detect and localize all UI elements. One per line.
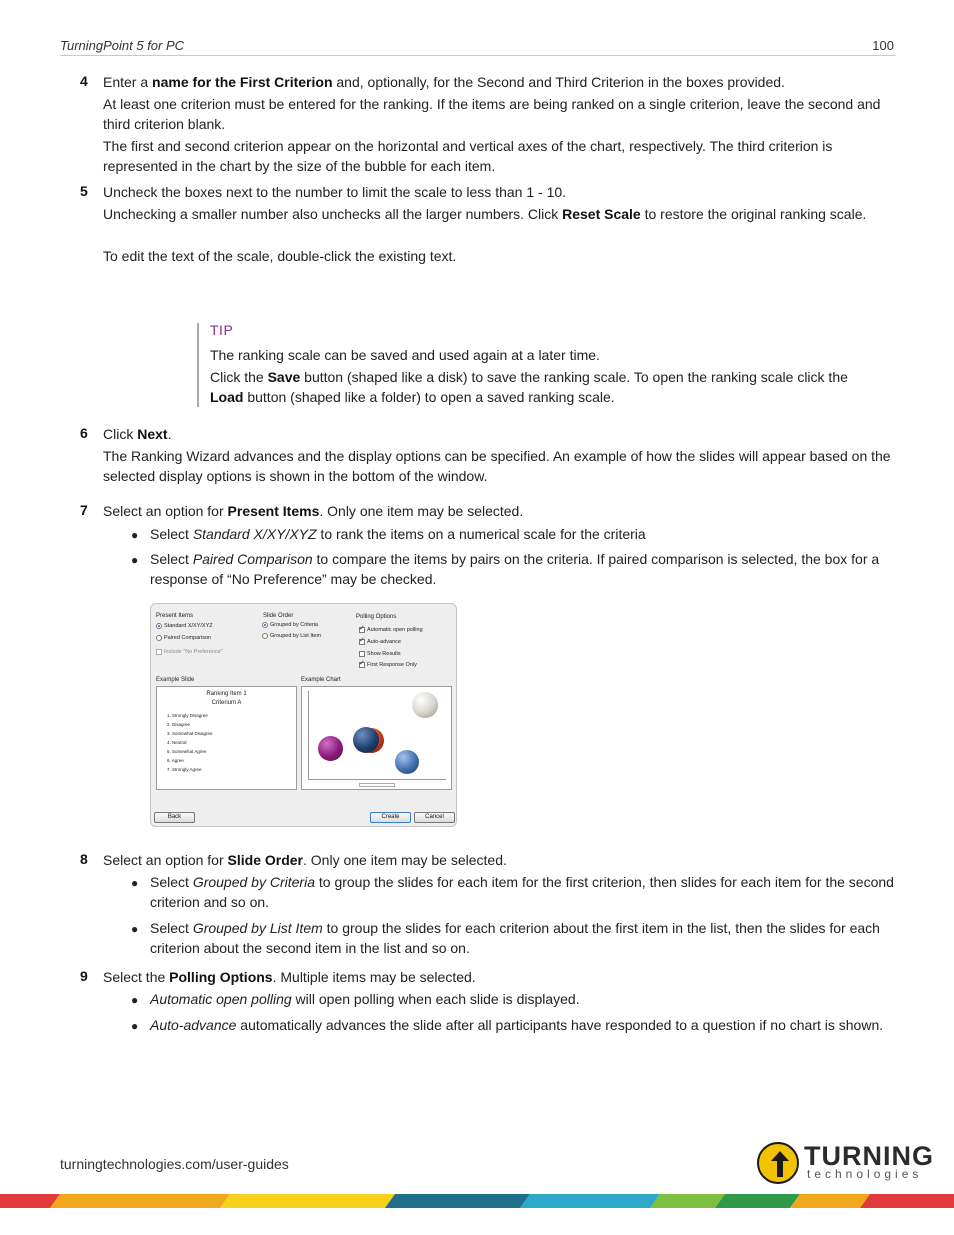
chart-legend (359, 783, 395, 787)
bubble-white (412, 692, 438, 718)
checkbox-label: Auto-advance (367, 639, 401, 645)
page-header (60, 37, 896, 56)
scale-item: 1. Strongly Disagree (167, 713, 208, 718)
back-button[interactable]: Back (154, 812, 195, 823)
radio-selected-icon (262, 622, 268, 628)
radio-icon (262, 633, 268, 639)
scale-item: 2. Disagree (167, 722, 191, 727)
example-chart-panel (301, 686, 452, 790)
step-number-4: 4 (80, 73, 88, 89)
checkbox-checked-icon (359, 639, 365, 645)
checkbox-first-response-only[interactable] (359, 662, 417, 668)
arrow-up-icon (771, 1151, 789, 1177)
step-8-bullet-1: Select Grouped by Criteria to group the slides for each item for the first criterion, then slides for each item for the second criterion and so on. (150, 874, 894, 910)
chart-x-axis (308, 779, 446, 780)
footer-link[interactable]: turningtechnologies.com/user-guides (60, 1156, 289, 1172)
radio-paired-comparison[interactable] (156, 635, 211, 641)
slide-heading: Ranking Item 1 (206, 691, 247, 697)
step-8-instruction: Select an option for Slide Order. Only one item may be selected. (103, 852, 507, 868)
bubble-dark-blue (353, 727, 379, 753)
tip-line-2: Click the Save button (shaped like a disk) to save the ranking scale. To open the ranking scale click the Load button (shaped like a folder) to open a saved ranking scale. (210, 369, 848, 405)
scale-item: 6. Agree (167, 758, 184, 763)
radio-label: Grouped by Criteria (270, 622, 318, 628)
step-9-bullet-1: Automatic open polling will open polling when each slide is displayed. (150, 991, 580, 1007)
checkbox-no-preference[interactable] (156, 649, 223, 655)
step-4-paragraph-2: At least one criterion must be entered for the ranking. If the items are being ranked on a single criterion, leave the second and third criterion blank. (103, 96, 881, 132)
checkbox-label: Show Results (367, 651, 401, 657)
step-5-paragraph-2: Unchecking a smaller number also unchecks all the larger numbers. Click Reset Scale to restore the original ranking scale. (103, 206, 867, 222)
present-items-heading: Present Items (156, 613, 194, 619)
step-number-9: 9 (80, 968, 88, 984)
checkbox-automatic-open-polling[interactable] (359, 627, 423, 633)
radio-grouped-by-list-item[interactable] (262, 633, 321, 639)
checkbox-show-results[interactable] (359, 651, 401, 657)
checkbox-icon (156, 649, 162, 655)
step-7-bullet-1: Select Standard X/XY/XYZ to rank the items on a numerical scale for the criteria (150, 526, 646, 542)
bubble-purple (318, 736, 343, 761)
document-title: TurningPoint 5 for PC (60, 38, 185, 53)
scale-item: 5. Somewhat Agree (167, 749, 207, 754)
step-8-bullet-2: Select Grouped by List Item to group the slides for each criterion about the first item in the list, then the slides for each criterion about the second item in the list and so on. (150, 920, 880, 956)
scale-item: 7. Strongly Agree (167, 767, 202, 772)
example-chart-heading: Example Chart (301, 677, 341, 683)
step-4-instruction: Enter a name for the First Criterion and, optionally, for the Second and Third Criterion in the boxes provided. (103, 74, 785, 90)
step-5-instruction: Uncheck the boxes next to the number to limit the scale to less than 1 - 10. (103, 184, 567, 200)
step-number-6: 6 (80, 425, 88, 441)
checkbox-auto-advance[interactable] (359, 639, 401, 645)
ranking-wizard-dialog (150, 603, 457, 827)
logo-tagline: technologies (807, 1167, 923, 1181)
radio-icon (156, 635, 162, 641)
radio-label: Grouped by List Item (270, 633, 322, 639)
step-number-5: 5 (80, 183, 88, 199)
slide-subheading: Criterium A (211, 700, 242, 706)
tip-line-1: The ranking scale can be saved and used again at a later time. (210, 347, 600, 363)
step-7-instruction: Select an option for Present Items. Only one item may be selected. (103, 503, 524, 519)
tip-accent-bar (197, 323, 199, 407)
radio-label: Paired Comparison (164, 635, 212, 641)
step-6-paragraph-2: The Ranking Wizard advances and the display options can be specified. An example of how the slides will appear based on the selected display options is shown in the bottom of the window. (103, 448, 891, 484)
radio-grouped-by-criteria[interactable] (262, 622, 318, 628)
checkbox-label: Include "No Preference" (164, 649, 223, 655)
slide-order-heading: Slide Order (263, 613, 294, 619)
create-button[interactable]: Create (370, 812, 411, 823)
chart-y-axis (308, 691, 309, 779)
step-6-instruction: Click Next. (103, 426, 172, 442)
bubble-blue (395, 750, 419, 774)
example-slide-panel (156, 686, 297, 790)
bullet-dot: ● (131, 553, 139, 567)
example-slide-heading: Example Slide (156, 677, 195, 683)
bullet-dot: ● (131, 528, 139, 542)
checkbox-checked-icon (359, 662, 365, 668)
bullet-dot: ● (131, 993, 139, 1007)
bullet-dot: ● (131, 876, 139, 890)
radio-label: Standard X/XY/XYZ (164, 623, 213, 629)
scale-item: 3. Somewhat Disagree (167, 731, 213, 736)
logo-circle (757, 1142, 799, 1184)
page-number: 100 (872, 38, 894, 53)
checkbox-label: Automatic open polling (367, 627, 423, 633)
checkbox-label: First Response Only (367, 662, 417, 668)
radio-standard-xyz[interactable] (156, 623, 213, 629)
step-5-paragraph-3: To edit the text of the scale, double-click the existing text. (103, 248, 457, 264)
tip-title: TIP (210, 322, 234, 338)
bullet-dot: ● (131, 922, 139, 936)
checkbox-icon (359, 651, 365, 657)
step-4-paragraph-3: The first and second criterion appear on the horizontal and vertical axes of the chart, respectively. The third criterion is represented in the chart by the size of the bubble for each item. (103, 138, 833, 174)
radio-selected-icon (156, 623, 162, 629)
checkbox-checked-icon (359, 627, 365, 633)
step-7-bullet-2: Select Paired Comparison to compare the items by pairs on the criteria. If paired comparison is selected, the box for a response of “No Preference” may be checked. (150, 551, 880, 587)
bullet-dot: ● (131, 1019, 139, 1033)
polling-options-heading: Polling Options (356, 614, 397, 620)
footer-color-stripe (0, 1194, 954, 1208)
step-9-bullet-2: Auto-advance automatically advances the slide after all participants have responded to a question if no chart is shown. (150, 1017, 884, 1033)
scale-item: 4. Neutral (167, 740, 187, 745)
step-number-8: 8 (80, 851, 88, 867)
cancel-button[interactable]: Cancel (414, 812, 455, 823)
turning-technologies-logo (757, 1142, 932, 1186)
step-9-instruction: Select the Polling Options. Multiple items may be selected. (103, 969, 476, 985)
step-number-7: 7 (80, 502, 88, 518)
logo-wordmark: TURNING (804, 1141, 934, 1171)
